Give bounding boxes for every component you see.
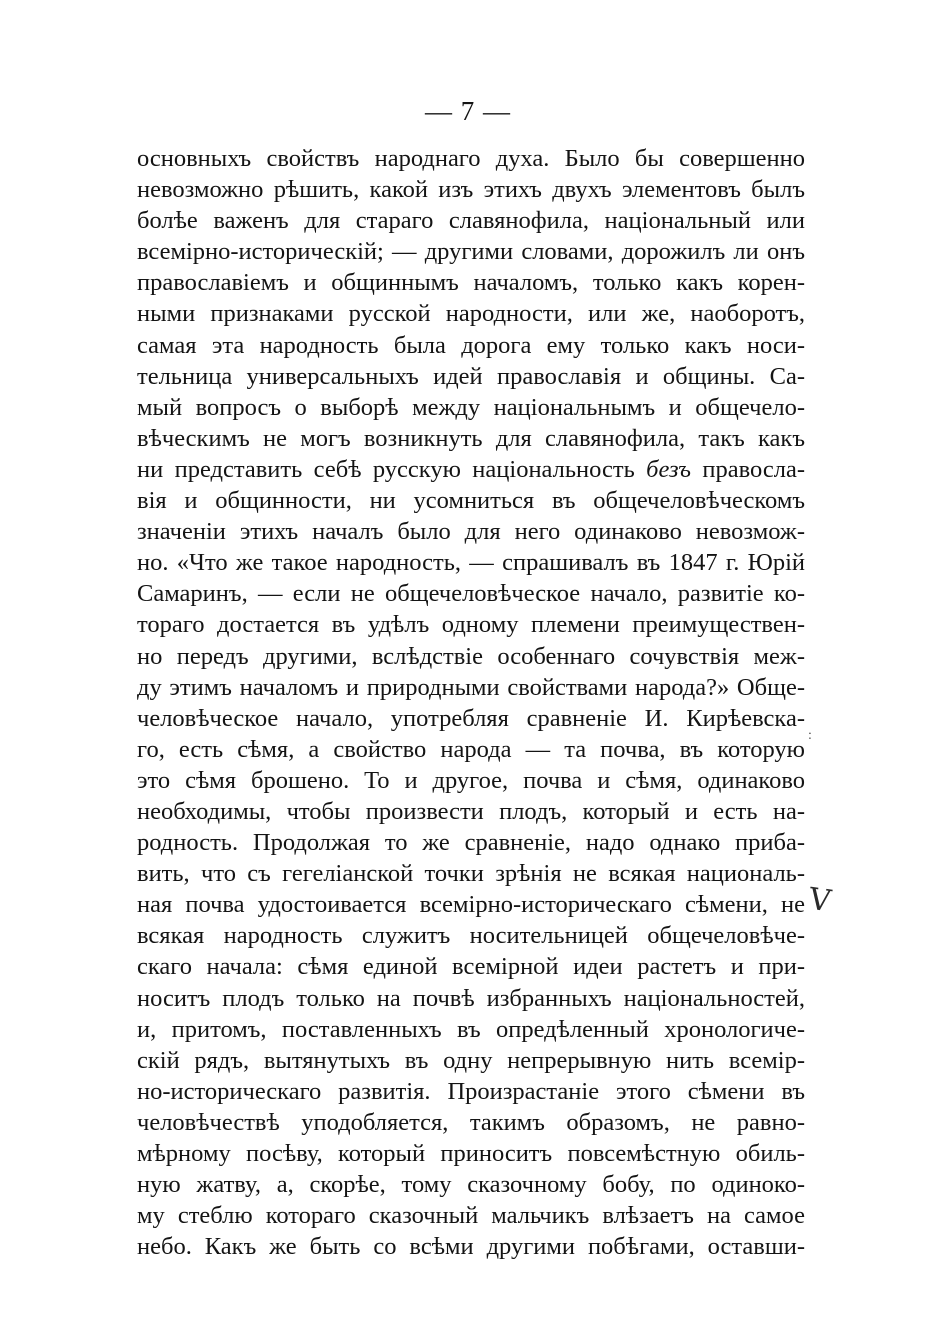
text-line: тельница универсальныхъ идей православія и общины. Са- [137, 362, 805, 390]
margin-pencil-mark: V [806, 881, 834, 920]
text-line: человѣчествѣ уподобляется, такимъ образомъ, не равно- [137, 1108, 805, 1136]
text-line-with-italic [137, 454, 805, 485]
text-line: скаго начала: сѣмя единой всемірной идеи растетъ и при- [137, 953, 805, 981]
text-line: невозможно рѣшить, какой изъ этихъ двухъ элементовъ былъ [137, 176, 805, 204]
page-number: — 7 — [425, 96, 511, 126]
text-line: но передъ другими, вслѣдствіе особеннаго сочувствія меж- [137, 642, 805, 670]
text-line: Самаринъ, — если не общечеловѣческое начало, развитіе ко- [137, 580, 805, 608]
text-line: ную жатву, а, скорѣе, тому сказочному бобу, по одиноко- [137, 1171, 805, 1199]
text-line: православіемъ и общиннымъ началомъ, только какъ корен- [137, 269, 805, 297]
text-line: носитъ плодъ только на почвѣ избранныхъ національностей, [137, 984, 805, 1012]
text-line: тораго достается въ удѣлъ одному племени преимуществен- [137, 611, 805, 639]
text-line: но-историческаго развитія. Произрастаніе этого сѣмени въ [137, 1077, 805, 1105]
text-line: го, есть сѣмя, а свойство народа — та почва, въ которую [137, 735, 805, 763]
text-line: но. «Что же такое народность, — спрашивалъ въ 1847 г. Юрій [137, 549, 805, 577]
text-line: человѣческое начало, употребляя сравненіе И. Кирѣевска- [137, 704, 805, 732]
text-line: вѣческимъ не могъ возникнуть для славянофила, такъ какъ [137, 424, 805, 452]
text-line: вить, что съ гегеліанской точки зрѣнія не всякая националь- [137, 860, 805, 888]
text-line: это сѣмя брошено. То и другое, почва и сѣмя, одинаково [137, 766, 805, 794]
text-line: значеніи этихъ началъ было для него одинаково невозмож- [137, 518, 805, 546]
text-line: болѣе важенъ для стараго славянофила, національный или [137, 207, 805, 235]
text-line: мѣрному посѣву, который приноситъ повсемѣстную обиль- [137, 1140, 805, 1167]
text-line: мый вопросъ о выборѣ между національнымъ и общечело- [137, 393, 805, 421]
text-segment: ни представить себѣ русскую національность [137, 455, 635, 483]
text-line: небо. Какъ же быть со всѣми другими побѣгами, оставши- [137, 1233, 805, 1261]
text-line: всякая народность служитъ носительницей общечеловѣче- [137, 922, 805, 950]
text-line: ду этимъ началомъ и природными свойствами народа?» Обще- [137, 673, 805, 701]
margin-tick-mark: : [808, 728, 812, 743]
text-line: родность. Продолжая то же сравненіе, надо однако приба- [137, 829, 805, 857]
text-line: ная почва удостоивается всемірно-историческаго сѣмени, не [137, 891, 805, 919]
text-line: всемірно-историческій; — другими словами, дорожилъ ли онъ [137, 238, 805, 266]
text-line: самая эта народность была дорога ему только какъ носи- [137, 331, 805, 359]
text-line: скій рядъ, вытянутыхъ въ одну непрерывную нить всемір- [137, 1046, 805, 1074]
text-line: основныхъ свойствъ народнаго духа. Было бы совершенно [137, 145, 805, 172]
italic-word: безъ [646, 455, 691, 483]
text-line: му стеблю котораго сказочный мальчикъ влѣзаетъ на самое [137, 1202, 805, 1230]
text-segment: правосла- [702, 455, 806, 483]
text-line: и, притомъ, поставленныхъ въ опредѣленный хронологиче- [137, 1015, 805, 1043]
text-line: необходимы, чтобы произвести плодъ, который и есть на- [137, 797, 805, 825]
text-line: ными признаками русской народности, или же, наоборотъ, [137, 300, 805, 328]
text-line: вія и общинности, ни усомниться въ общечеловѣческомъ [137, 487, 805, 515]
body-text [137, 143, 805, 1262]
